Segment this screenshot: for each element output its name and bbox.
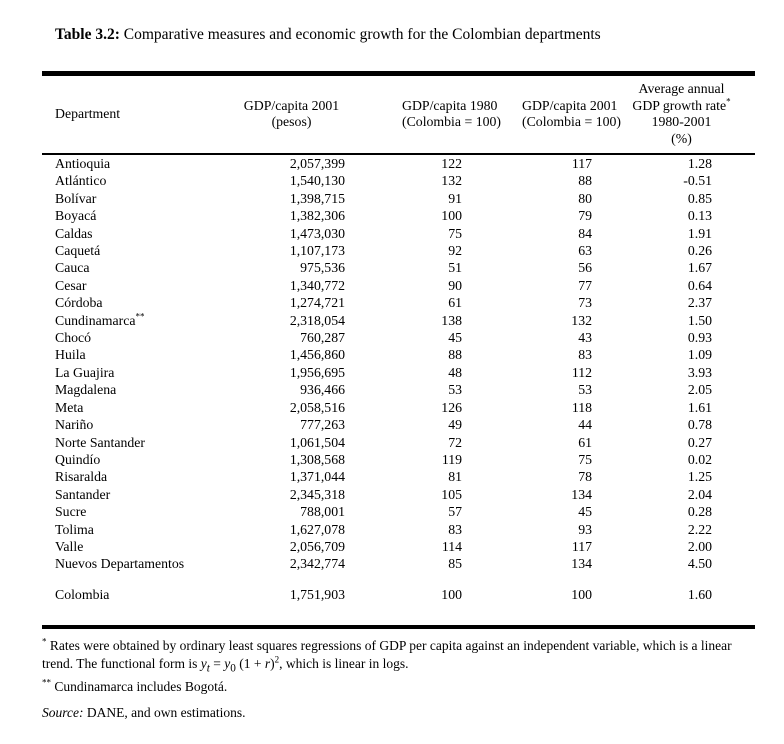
gdp-capita-1980-index-value: 45 <box>448 330 462 346</box>
gdp-capita-1980-index-value: 100 <box>441 208 462 224</box>
table-row <box>42 259 755 276</box>
growth-rate-value: 1.60 <box>687 586 712 602</box>
growth-rate-value: 1.25 <box>687 469 712 485</box>
source-line <box>42 705 245 721</box>
growth-rate-value: 4.50 <box>687 556 712 572</box>
department-name: Caquetá <box>55 243 101 259</box>
growth-rate-value: 0.02 <box>687 451 712 467</box>
gdp-capita-2001-pesos-value: 788,001 <box>300 504 345 520</box>
gdp-capita-1980-index-value: 83 <box>448 521 462 537</box>
footnote-regression: * Rates were obtained by ordinary least squares regressions of GDP per capita against an independent variable, which is a linear trend. The functional form is $y_t = y_0$ $(1 + r)^2$, which is linear in logs. <box>42 636 732 675</box>
gdp-capita-1980-index-value: 88 <box>448 347 462 363</box>
gdp-capita-2001-pesos-value: 1,107,173 <box>289 243 345 259</box>
gdp-capita-2001-pesos-value: 1,473,030 <box>289 225 345 241</box>
department-name: Quindío <box>55 451 101 467</box>
gdp-capita-2001-pesos-value: 1,382,306 <box>289 208 345 224</box>
table-row <box>42 154 755 172</box>
table-row <box>42 329 755 346</box>
growth-rate-value: 0.27 <box>687 434 712 450</box>
growth-formula: $y_t = y_0$ $(1 + r)^2$ <box>200 654 280 675</box>
growth-rate-value: 0.78 <box>687 417 712 433</box>
gdp-capita-2001-index-value: 80 <box>578 190 592 206</box>
department-name: Risaralda <box>55 469 108 485</box>
table-row <box>42 277 755 294</box>
table-row <box>42 468 755 485</box>
table-row <box>42 486 755 503</box>
table-row <box>42 451 755 468</box>
gdp-capita-1980-index-value: 72 <box>448 434 462 450</box>
gdp-capita-2001-pesos-value: 1,956,695 <box>289 364 345 380</box>
data-table-container <box>42 71 755 629</box>
department-name: Córdoba <box>55 295 103 311</box>
gdp-capita-2001-pesos-value: 1,308,568 <box>289 451 345 467</box>
gdp-capita-1980-index-value: 75 <box>448 225 462 241</box>
gdp-capita-2001-pesos-value: 1,456,860 <box>289 347 345 363</box>
gdp-capita-2001-index-value: 61 <box>578 434 592 450</box>
gdp-capita-2001-index-value: 84 <box>578 225 592 241</box>
table-row <box>42 555 755 572</box>
department-name: Norte Santander <box>55 434 146 450</box>
blank-row <box>42 573 755 586</box>
gdp-capita-2001-pesos-value: 936,466 <box>300 382 345 398</box>
gdp-capita-2001-pesos-value: 1,371,044 <box>289 469 345 485</box>
gdp-capita-2001-index-value: 88 <box>578 173 592 189</box>
footnotes-block <box>42 637 756 696</box>
gdp-capita-2001-index-value: 117 <box>571 538 592 554</box>
gdp-capita-2001-index-value: 100 <box>571 586 592 602</box>
growth-rate-value: 1.28 <box>687 156 712 171</box>
gdp-capita-2001-pesos-value: 1,398,715 <box>289 190 345 206</box>
gdp-capita-1980-index-value: 61 <box>448 295 462 311</box>
gdp-capita-2001-index-value: 134 <box>571 486 592 502</box>
gdp-capita-1980-index-value: 119 <box>441 451 462 467</box>
department-name: Magdalena <box>55 382 117 398</box>
source-text: DANE, and own estimations. <box>83 705 246 720</box>
department-name: Caldas <box>55 225 93 241</box>
gdp-capita-2001-index-value: 118 <box>571 399 592 415</box>
table-row <box>42 207 755 224</box>
growth-rate-value: 2.00 <box>687 538 712 554</box>
gdp-capita-2001-pesos-value: 2,345,318 <box>289 486 345 502</box>
department-name: Tolima <box>55 521 94 537</box>
department-name: Bolívar <box>55 190 97 206</box>
gdp-capita-2001-index-value: 93 <box>578 521 592 537</box>
department-name: Huila <box>55 347 86 363</box>
growth-rate-value: 1.50 <box>687 312 712 328</box>
gdp-capita-1980-index-value: 138 <box>441 312 462 328</box>
growth-rate-value: 0.26 <box>687 243 712 259</box>
gdp-capita-2001-index-value: 77 <box>578 277 592 293</box>
gdp-capita-1980-index-value: 53 <box>448 382 462 398</box>
growth-rate-value: 2.05 <box>687 382 712 398</box>
department-name: Cauca <box>55 260 90 276</box>
department-name: Cundinamarca** <box>55 311 145 328</box>
footnote-marker: * <box>42 636 47 647</box>
gdp-capita-2001-pesos-value: 760,287 <box>300 330 345 346</box>
table-row <box>42 416 755 433</box>
department-name: Cesar <box>55 277 87 293</box>
table-row <box>42 399 755 416</box>
summary-row-colombia <box>42 586 755 603</box>
department-name: Nariño <box>55 417 94 433</box>
gdp-capita-2001-pesos-value: 1,627,078 <box>289 521 345 537</box>
department-name: Boyacá <box>55 208 97 224</box>
growth-rate-value: 0.85 <box>687 190 712 206</box>
table-row <box>42 346 755 363</box>
table-caption-text: Comparative measures and economic growth for the Colombian departments <box>119 26 601 43</box>
col-header-growth-rate: Average annual GDP growth rate* 1980-2001 (%) <box>607 76 732 154</box>
gdp-capita-2001-index-value: 63 <box>578 243 592 259</box>
footnote-marker-star: * <box>726 95 731 106</box>
col-header-department: Department <box>42 76 207 154</box>
gdp-capita-2001-index-value: 44 <box>578 417 592 433</box>
department-name: La Guajira <box>55 364 115 380</box>
gdp-capita-2001-index-value: 75 <box>578 451 592 467</box>
gdp-capita-1980-index-value: 81 <box>448 469 462 485</box>
gdp-capita-2001-index-value: 53 <box>578 382 592 398</box>
gdp-capita-1980-index-value: 49 <box>448 417 462 433</box>
department-name: Chocó <box>55 330 92 346</box>
table-body <box>42 154 755 625</box>
gdp-capita-1980-index-value: 92 <box>448 243 462 259</box>
gdp-capita-2001-index-value: 45 <box>578 504 592 520</box>
growth-rate-value: 0.28 <box>687 504 712 520</box>
gdp-capita-2001-index-value: 78 <box>578 469 592 485</box>
table-row <box>42 381 755 398</box>
col-header-gdp-capita-1980-index: GDP/capita 1980 (Colombia = 100) <box>357 76 477 154</box>
gdp-capita-2001-pesos-value: 1,061,504 <box>289 434 345 450</box>
gdp-capita-2001-index-value: 134 <box>571 556 592 572</box>
department-name: Valle <box>55 538 84 554</box>
col-header-gdp-capita-2001-index: GDP/capita 2001 (Colombia = 100) <box>477 76 607 154</box>
table-caption-label: Table 3.2: <box>55 26 120 43</box>
department-name: Meta <box>55 399 84 415</box>
footnote-marker-double: ** <box>42 677 51 688</box>
table-row <box>42 242 755 259</box>
growth-rate-value: -0.51 <box>683 173 712 189</box>
table-bottom-rule <box>42 625 755 629</box>
gdp-capita-1980-index-value: 132 <box>441 173 462 189</box>
department-name: Nuevos Departamentos <box>55 556 185 572</box>
table-row <box>42 190 755 207</box>
gdp-capita-1980-index-value: 57 <box>448 504 462 520</box>
gdp-capita-1980-index-value: 85 <box>448 556 462 572</box>
growth-rate-value: 2.22 <box>687 521 712 537</box>
gdp-capita-1980-index-value: 105 <box>441 486 462 502</box>
table-row <box>42 294 755 311</box>
gdp-capita-2001-pesos-value: 1,751,903 <box>289 586 345 602</box>
growth-rate-value: 0.13 <box>687 208 712 224</box>
gdp-capita-2001-index-value: 117 <box>571 156 592 171</box>
col-header-gdp-capita-2001-pesos: GDP/capita 2001 (pesos) <box>207 76 357 154</box>
gdp-capita-2001-index-value: 83 <box>578 347 592 363</box>
gdp-capita-2001-pesos-value: 2,342,774 <box>289 556 345 572</box>
table-row <box>42 225 755 242</box>
growth-rate-value: 2.04 <box>687 486 712 502</box>
gdp-capita-2001-pesos-value: 975,536 <box>300 260 345 276</box>
department-name: Antioquia <box>55 156 111 171</box>
table-row <box>42 538 755 555</box>
gdp-capita-1980-index-value: 91 <box>448 190 462 206</box>
gdp-capita-1980-index-value: 51 <box>448 260 462 276</box>
gdp-capita-1980-index-value: 90 <box>448 277 462 293</box>
table-row <box>42 364 755 381</box>
gdp-capita-2001-index-value: 73 <box>578 295 592 311</box>
growth-rate-value: 0.64 <box>687 277 712 293</box>
growth-rate-value: 3.93 <box>687 364 712 380</box>
source-label: Source: <box>42 705 84 720</box>
gdp-capita-1980-index-value: 126 <box>441 399 462 415</box>
growth-rate-value: 1.09 <box>687 347 712 363</box>
header-row <box>42 76 755 154</box>
department-name: Colombia <box>55 586 110 602</box>
footnote-cundinamarca: ** Cundinamarca includes Bogotá. <box>42 677 228 694</box>
end-padding-row <box>42 603 755 625</box>
gdp-capita-2001-pesos-value: 1,340,772 <box>289 277 345 293</box>
gdp-capita-2001-pesos-value: 2,056,709 <box>289 538 345 554</box>
gdp-capita-2001-index-value: 56 <box>578 260 592 276</box>
table-row <box>42 434 755 451</box>
data-table <box>42 76 755 625</box>
growth-rate-value: 1.61 <box>687 399 712 415</box>
department-name: Santander <box>55 486 111 502</box>
gdp-capita-2001-index-value: 79 <box>578 208 592 224</box>
table-row <box>42 172 755 189</box>
growth-rate-value: 2.37 <box>687 295 712 311</box>
department-name: Atlántico <box>55 173 107 189</box>
growth-rate-value: 1.91 <box>687 225 712 241</box>
table-row <box>42 312 755 329</box>
gdp-capita-1980-index-value: 114 <box>441 538 462 554</box>
growth-rate-value: 1.67 <box>687 260 712 276</box>
department-name: Sucre <box>55 504 87 520</box>
gdp-capita-2001-pesos-value: 1,540,130 <box>289 173 345 189</box>
gdp-capita-1980-index-value: 48 <box>448 364 462 380</box>
growth-rate-value: 0.93 <box>687 330 712 346</box>
gdp-capita-1980-index-value: 100 <box>441 586 462 602</box>
gdp-capita-2001-pesos-value: 1,274,721 <box>289 295 345 311</box>
gdp-capita-2001-index-value: 132 <box>571 312 592 328</box>
gdp-capita-2001-index-value: 43 <box>578 330 592 346</box>
gdp-capita-2001-pesos-value: 2,058,516 <box>289 399 345 415</box>
table-row <box>42 503 755 520</box>
table-row <box>42 521 755 538</box>
gdp-capita-1980-index-value: 122 <box>441 156 462 171</box>
gdp-capita-2001-index-value: 112 <box>571 364 592 380</box>
gdp-capita-2001-pesos-value: 777,263 <box>300 417 345 433</box>
gdp-capita-2001-pesos-value: 2,057,399 <box>289 156 345 171</box>
table-caption <box>55 26 601 44</box>
gdp-capita-2001-pesos-value: 2,318,054 <box>289 312 345 328</box>
